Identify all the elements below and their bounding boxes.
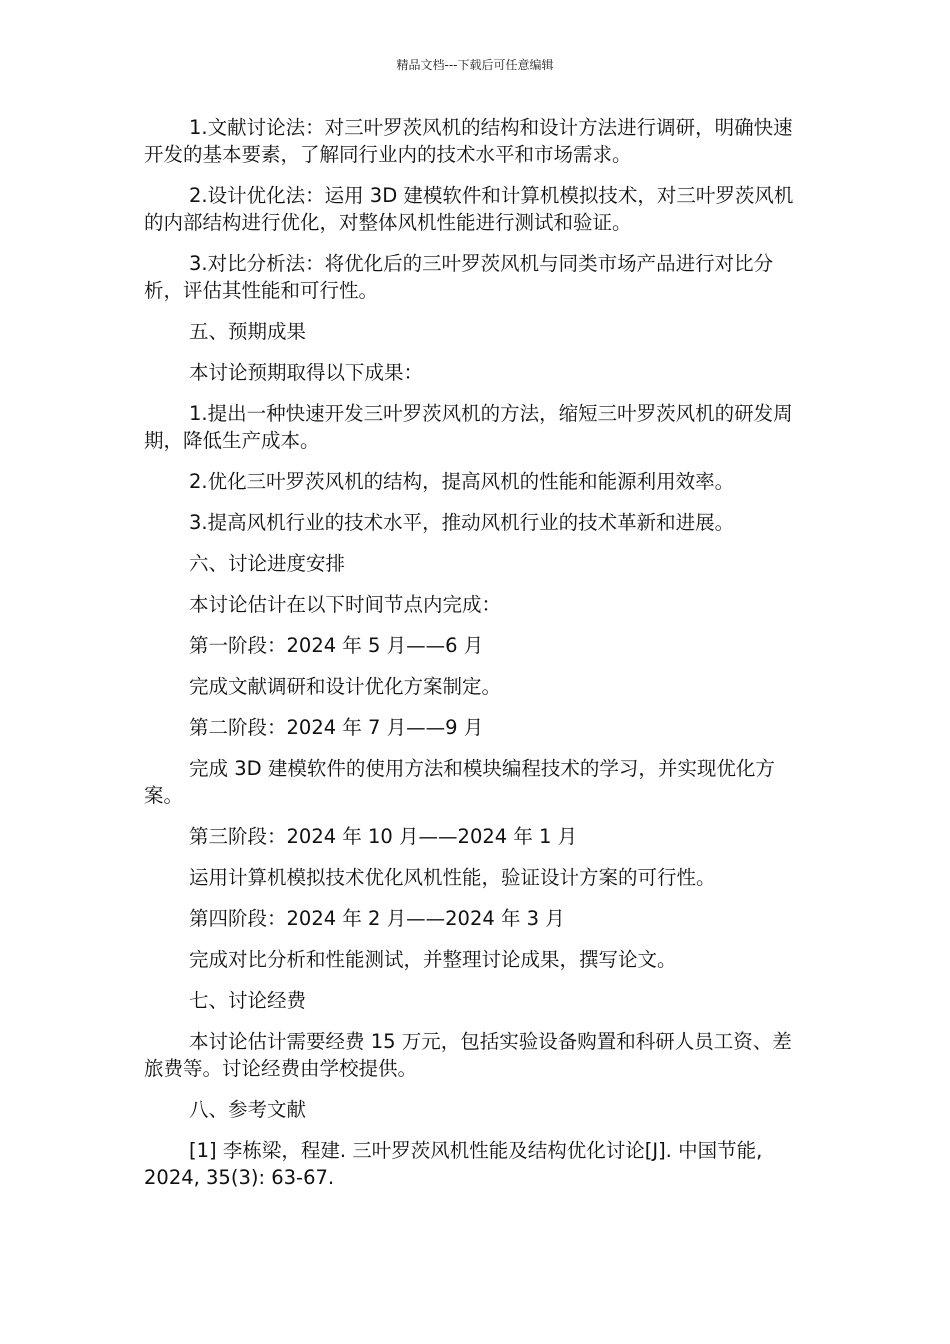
section-heading-expected-results: 五、预期成果 xyxy=(189,320,307,343)
paragraph-stage-2-task: 完成 3D 建模软件的使用方法和模块编程技术的学习，并实现优化方案。 xyxy=(144,757,775,807)
paragraph-result-1: 1.提出一种快速开发三叶罗茨风机的方法，缩短三叶罗茨风机的研发周期，降低生产成本。 xyxy=(144,402,793,452)
document-body xyxy=(144,114,809,1205)
paragraph-budget: 本讨论估计需要经费 15 万元，包括实验设备购置和科研人员工资、差旅费等。讨论经费由学校提供。 xyxy=(144,1030,792,1080)
paragraph-schedule-intro: 本讨论估计在以下时间节点内完成： xyxy=(189,593,502,616)
paragraph-method-literature: 1.文献讨论法：对三叶罗茨风机的结构和设计方法进行调研，明确快速开发的基本要素，了解同行业内的技术水平和市场需求。 xyxy=(144,116,793,166)
paragraph-method-comparison: 3.对比分析法：将优化后的三叶罗茨风机与同类市场产品进行对比分析，评估其性能和可行性。 xyxy=(144,252,774,302)
paragraph-method-design: 2.设计优化法：运用 3D 建模软件和计算机模拟技术，对三叶罗茨风机的内部结构进行优化，对整体风机性能进行测试和验证。 xyxy=(144,184,794,234)
paragraph-stage-2: 第二阶段：2024 年 7 月——9 月 xyxy=(189,716,484,739)
paragraph-stage-1-task: 完成文献调研和设计优化方案制定。 xyxy=(189,675,502,698)
paragraph-stage-3: 第三阶段：2024 年 10 月——2024 年 1 月 xyxy=(189,825,578,848)
paragraph-stage-4-task: 完成对比分析和性能测试，并整理讨论成果，撰写论文。 xyxy=(189,948,677,971)
section-heading-schedule: 六、讨论进度安排 xyxy=(189,552,346,575)
page-header: 精品文档---下载后可任意编辑 xyxy=(396,58,554,72)
paragraph-results-intro: 本讨论预期取得以下成果： xyxy=(189,361,424,384)
paragraph-stage-4: 第四阶段：2024 年 2 月——2024 年 3 月 xyxy=(189,907,565,930)
paragraph-stage-1: 第一阶段：2024 年 5 月——6 月 xyxy=(189,634,484,657)
section-heading-references: 八、参考文献 xyxy=(189,1098,307,1121)
paragraph-stage-3-task: 运用计算机模拟技术优化风机性能，验证设计方案的可行性。 xyxy=(189,866,716,889)
section-heading-budget: 七、讨论经费 xyxy=(189,989,307,1012)
paragraph-result-3: 3.提高风机行业的技术水平，推动风机行业的技术革新和进展。 xyxy=(189,511,735,534)
paragraph-reference-1: [1] 李栋梁，程建. 三叶罗茨风机性能及结构优化讨论[J]. 中国节能, 2024, 35(3): 63-67. xyxy=(144,1139,769,1189)
paragraph-result-2: 2.优化三叶罗茨风机的结构，提高风机的性能和能源利用效率。 xyxy=(189,470,735,493)
